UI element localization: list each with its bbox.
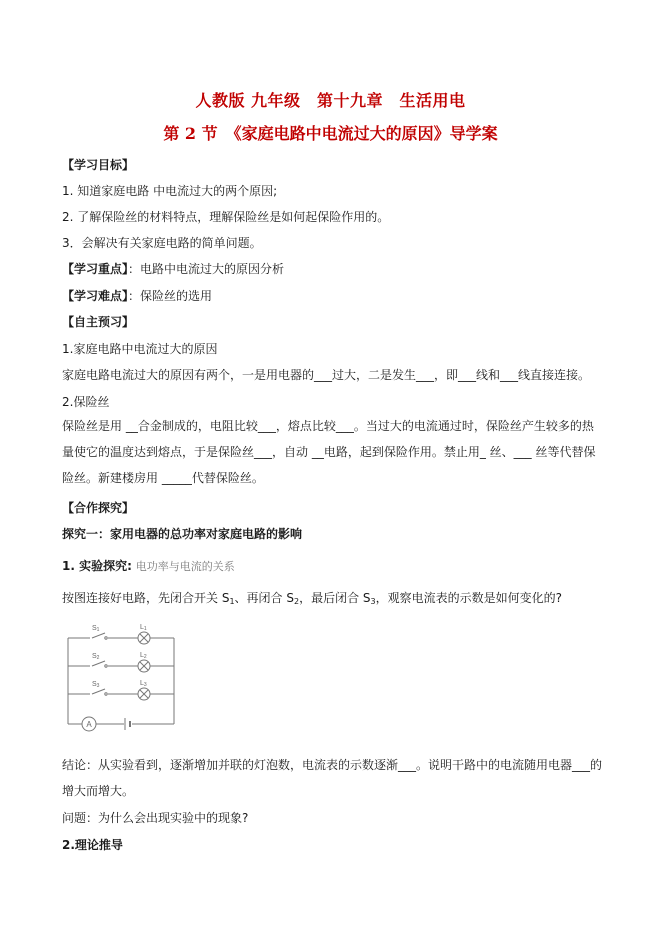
lamp-label-3: L3: [140, 680, 147, 688]
instruction-part-b: 、再闭合 S: [234, 591, 294, 605]
preview-heading: 【自主预习】: [62, 315, 135, 329]
experiment-label: 1. 实验探究:: [62, 559, 132, 573]
experiment-instruction: [62, 590, 601, 610]
theory-heading: 2.理论推导: [62, 838, 123, 852]
ammeter-label: A: [86, 720, 92, 729]
instruction-part-d: ，观察电流表的示数是如何变化的?: [375, 591, 562, 605]
difficulty-line: [62, 288, 601, 304]
objective-item-1: 1. 知道家庭电路 中电流过大的两个原因;: [62, 184, 278, 198]
conclusion-text: 结论：从实验看到，逐渐增加并联的灯泡数，电流表的示数逐渐___。说明干路中的电流随用电器___的增大而增大。: [62, 758, 603, 798]
objective-item-2: 2. 了解保险丝的材料特点，理解保险丝是如何起保险作用的。: [62, 210, 390, 224]
experiment-line: [62, 558, 601, 575]
switch-label-1: S1: [92, 625, 100, 633]
difficulty-text: ：保险丝的选用: [128, 289, 213, 303]
lesson-title: 第 2 节 《家庭电路中电流过大的原因》导学案: [163, 124, 498, 143]
instruction-part-a: 按图连接好电路，先闭合开关 S: [62, 591, 230, 605]
lamps: [138, 632, 150, 700]
focus-line: [62, 261, 601, 277]
preview-section2-text: 保险丝是用 __合金制成的，电阻比较___，熔点比较___。当过大的电流通过时，保险丝产生较多的热量使它的温度达到熔点，于是保险丝___，自动 __电路，起到保险作用。禁止用_ 丝、___ 丝等代替保险丝。新建楼房用 _____代替保险丝。: [62, 419, 596, 485]
objectives-heading: 【学习目标】: [62, 158, 135, 172]
instruction-sub-1: 1: [229, 597, 235, 606]
lamp-label-2: L2: [140, 652, 147, 660]
experiment-subtitle: 电功率与电流的关系: [135, 560, 235, 573]
lamp-label-1: L1: [140, 624, 147, 632]
switch-label-2: S2: [92, 653, 100, 661]
switch-label-3: S3: [92, 681, 100, 689]
document-title: 人教版 九年级 第十九章 生活用电: [195, 91, 466, 110]
question-text: 问题：为什么会出现实验中的现象?: [62, 811, 249, 825]
focus-label: 【学习重点】: [62, 262, 129, 276]
circuit-diagram: [66, 620, 176, 736]
explore1-title: 探究一：家用电器的总功率对家庭电路的影响: [62, 527, 303, 541]
instruction-part-c: ，最后闭合 S: [299, 591, 371, 605]
preview-section1-text: 家庭电路电流过大的原因有两个，一是用电器的___过大，二是发生___，即___线和___线直接连接。: [62, 368, 591, 382]
preview-section1-title: 1.家庭电路中电流过大的原因: [62, 342, 218, 356]
instruction-sub-2: 2: [293, 597, 300, 606]
objective-item-3: 3．会解决有关家庭电路的简单问题。: [62, 236, 262, 250]
cooperate-heading: 【合作探究】: [62, 501, 135, 515]
focus-text: ：电路中电流过大的原因分析: [128, 262, 285, 276]
preview-section2-title: 2.保险丝: [62, 395, 110, 409]
battery-icon: [125, 718, 130, 730]
instruction-sub-3: 3: [370, 597, 376, 606]
difficulty-label: 【学习难点】: [62, 289, 129, 303]
